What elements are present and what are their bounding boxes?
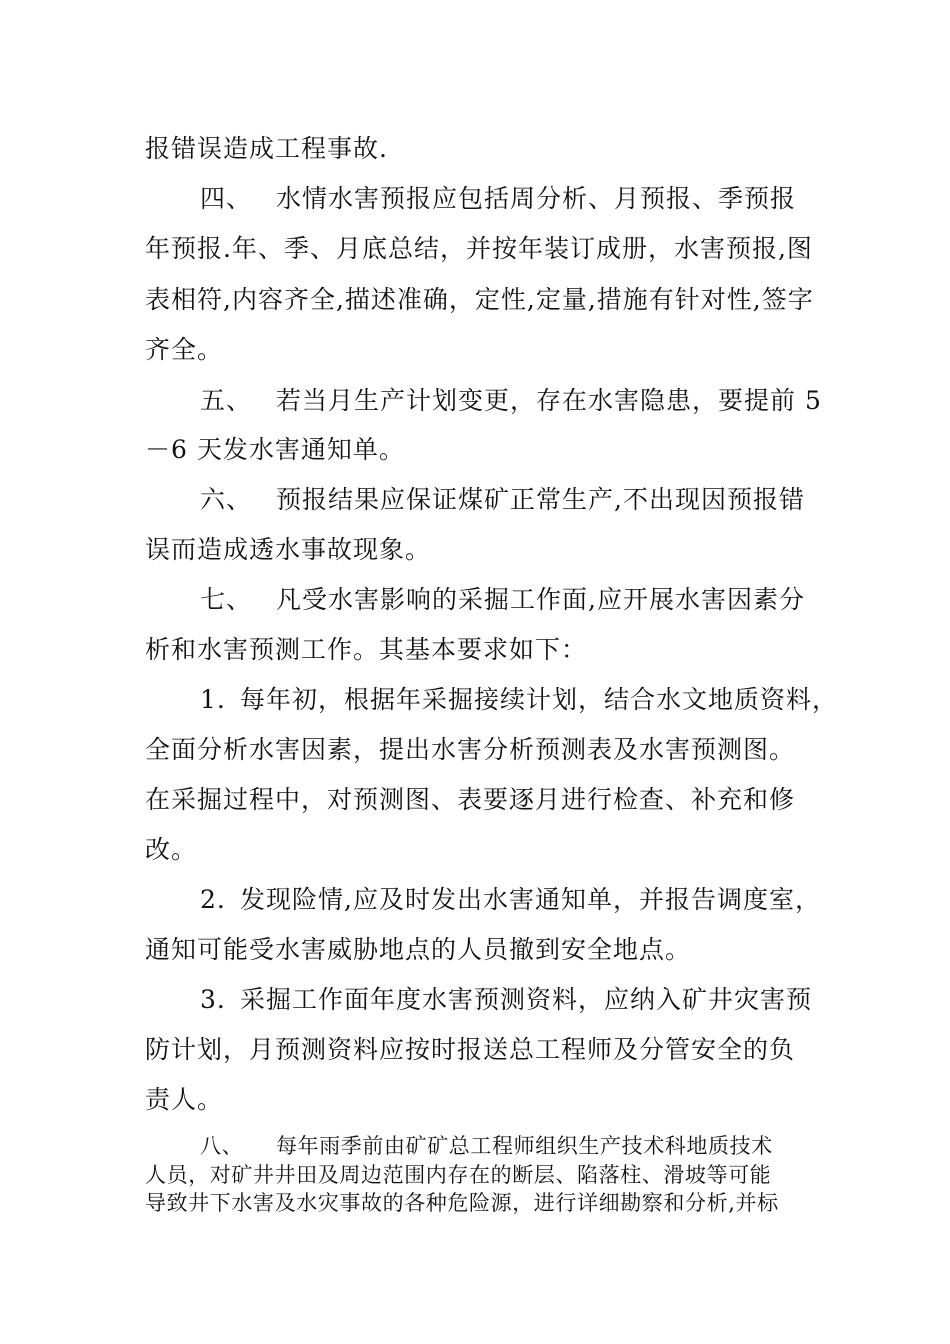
list-item-two-line: 2. 发现险情,应及时发出水害通知单，并报告调度室， xyxy=(200,885,821,914)
section-five-line: 五、 若当月生产计划变更，存在水害隐患，要提前 5 xyxy=(200,386,822,415)
section-number: 四、 xyxy=(200,184,253,213)
section-number: 六、 xyxy=(200,485,253,514)
text-line: 防计划，月预测资料应按时报送总工程师及分管安全的负 xyxy=(145,1035,796,1064)
section-four-line: 四、 水情水害预报应包括周分析、月预报、季预报 xyxy=(200,184,797,213)
text-line: 人员，对矿井井田及周边范围内存在的断层、陷落柱、滑坡等可能 xyxy=(145,1163,772,1187)
text-line: 改。 xyxy=(145,835,198,864)
text-line: 析和水害预测工作。其基本要求如下： xyxy=(145,635,588,664)
list-number: 1. xyxy=(200,685,226,714)
section-number: 八、 xyxy=(200,1134,244,1158)
text-line: 通知可能受水害威胁地点的人员撤到安全地点。 xyxy=(145,935,692,964)
list-number: 2. xyxy=(200,885,226,914)
text-line: 在采掘过程中，对预测图、表要逐月进行检查、补充和修 xyxy=(145,785,796,814)
section-number: 七、 xyxy=(200,585,253,614)
text-line: 误而造成透水事故现象。 xyxy=(145,535,432,564)
text-line: 导致井下水害及水灾事故的各种危险源，进行详细勘察和分析,并标 xyxy=(145,1191,779,1215)
text-line: 报错误造成工程事故. xyxy=(145,134,388,163)
text-line: －6 天发水害通知单。 xyxy=(145,435,405,464)
text-line: 表相符,内容齐全,描述准确，定性,定量,措施有针对性,签字 xyxy=(145,285,814,314)
section-eight-line: 八、 每年雨季前由矿矿总工程师组织生产技术科地质技术 xyxy=(200,1134,773,1158)
section-number: 五、 xyxy=(200,386,253,415)
text-line: 责人。 xyxy=(145,1085,224,1114)
list-item-one-line: 1. 每年初，根据年采掘接续计划，结合水文地质资料， xyxy=(200,685,839,714)
list-item-three-line: 3. 采掘工作面年度水害预测资料，应纳入矿井灾害预 xyxy=(200,985,813,1014)
text-line: 全面分析水害因素，提出水害分析预测表及水害预测图。 xyxy=(145,735,796,764)
section-six-line: 六、 预报结果应保证煤矿正常生产,不出现因预报错 xyxy=(200,485,805,514)
text-line: 齐全。 xyxy=(145,335,224,364)
list-number: 3. xyxy=(200,985,226,1014)
text-line: 年预报.年、季、月底总结，并按年装订成册，水害预报,图 xyxy=(145,234,813,263)
section-seven-line: 七、 凡受水害影响的采掘工作面,应开展水害因素分 xyxy=(200,585,805,614)
